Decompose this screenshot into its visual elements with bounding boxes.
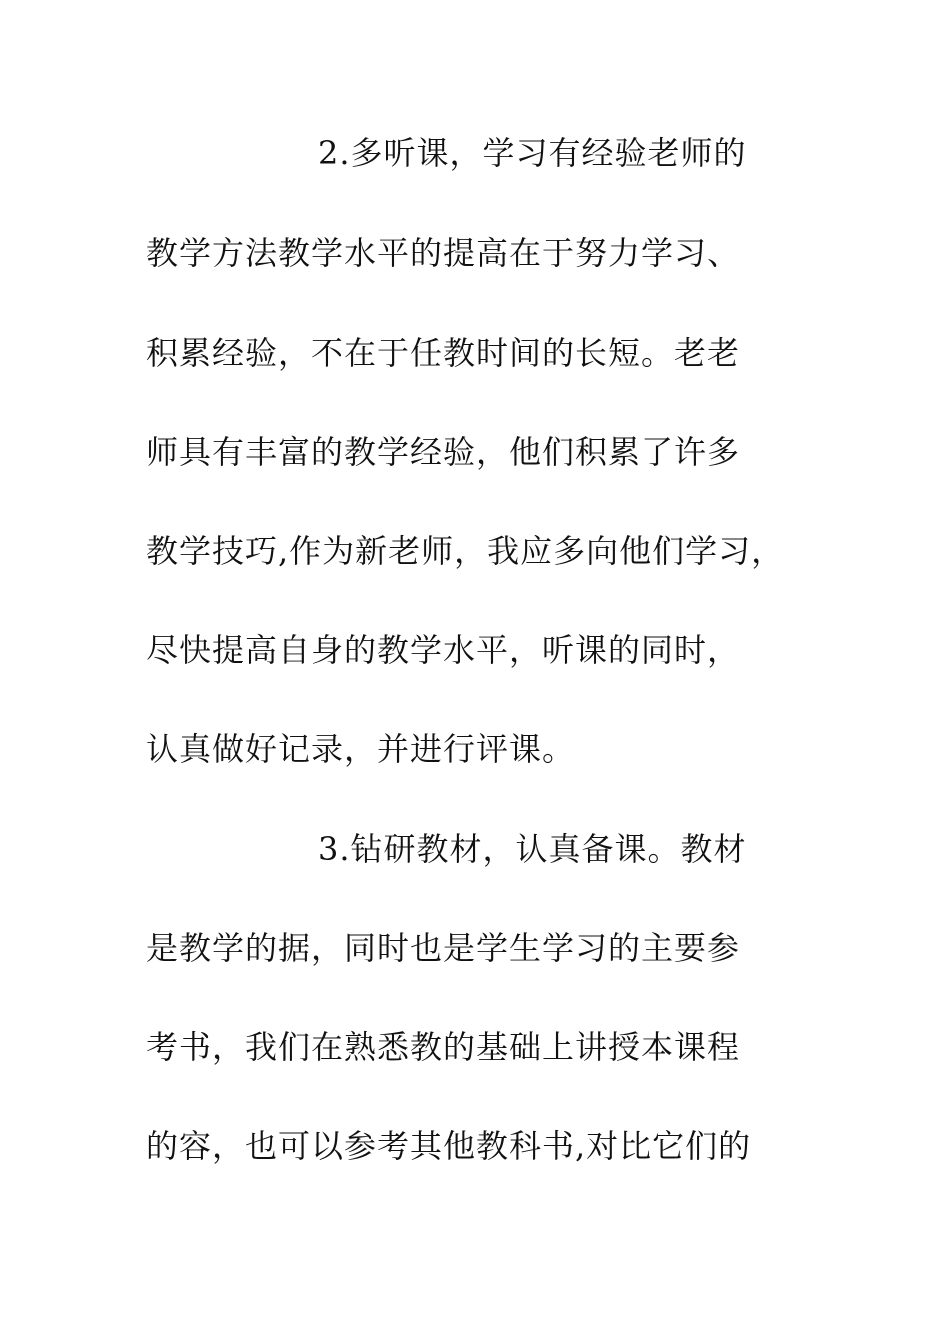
paragraph-2-line-5: 教学技巧,作为新老师，我应多向他们学习， bbox=[146, 532, 785, 570]
paragraph-3-line-2: 是教学的据，同时也是学生学习的主要参 bbox=[146, 929, 741, 967]
paragraph-3-line-1: 3.钻研教材，认真备课。教材 bbox=[318, 830, 747, 868]
paragraph-2-line-7: 认真做好记录，并进行评课。 bbox=[146, 730, 576, 768]
paragraph-2-line-3: 积累经验，不在于任教时间的长短。老老 bbox=[146, 334, 741, 372]
paragraph-3-line-4: 的容，也可以参考其他教科书,对比它们的 bbox=[146, 1127, 752, 1165]
paragraph-2-line-4: 师具有丰富的教学经验，他们积累了许多 bbox=[146, 433, 741, 471]
paragraph-2-line-6: 尽快提高自身的教学水平，听课的同时， bbox=[146, 631, 741, 669]
paragraph-3-line-3: 考书，我们在熟悉教的基础上讲授本课程 bbox=[146, 1028, 741, 1066]
paragraph-2-line-1: 2.多听课，学习有经验老师的 bbox=[318, 134, 747, 172]
paragraph-2-line-2: 教学方法教学水平的提高在于努力学习、 bbox=[146, 234, 741, 272]
